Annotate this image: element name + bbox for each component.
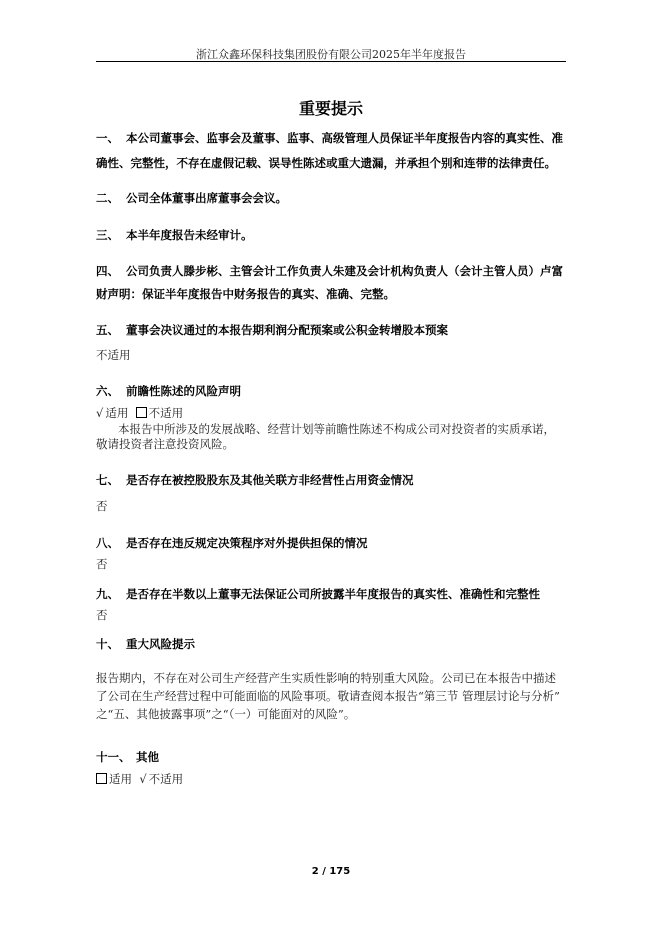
section-6-body-line2: 敬请投资者注意投资风险。 bbox=[96, 437, 234, 451]
section-5-heading: 五、 董事会决议通过的本报告期利润分配预案或公积金转增股本预案 bbox=[96, 323, 448, 337]
section-4-line2: 财声明：保证半年度报告中财务报告的真实、准确、完整。 bbox=[96, 287, 395, 301]
section-11-heading: 十一、 其他 bbox=[96, 750, 159, 764]
section-6-heading: 六、 前瞻性陈述的风险声明 bbox=[96, 384, 241, 398]
section-8-body: 否 bbox=[96, 557, 108, 571]
check-mark-icon: √ bbox=[139, 772, 147, 786]
section-7-heading: 七、 是否存在被控股股东及其他关联方非经营性占用资金情况 bbox=[96, 473, 414, 487]
section-9-body: 否 bbox=[96, 608, 108, 622]
section-6-body-line1: 本报告中所涉及的发展战略、经营计划等前瞻性陈述不构成公司对投资者的实质承诺， bbox=[118, 422, 555, 436]
section-10-body-line3: 之“五、其他披露事项”之“（一）可能面对的风险”。 bbox=[96, 707, 356, 721]
section-8-heading: 八、 是否存在违反规定决策程序对外提供担保的情况 bbox=[96, 536, 368, 550]
empty-checkbox-icon bbox=[136, 407, 147, 418]
section-11-options bbox=[96, 771, 572, 787]
section-5-body: 不适用 bbox=[96, 348, 131, 362]
option-not-applicable-label: 不适用 bbox=[148, 406, 184, 420]
option-applicable-label: 适用 bbox=[109, 772, 132, 786]
section-3: 三、 本半年度报告未经审计。 bbox=[96, 228, 253, 242]
section-4-line1: 四、 公司负责人滕步彬、主管会计工作负责人朱建及会计机构负责人（会计主管人员）卢富 bbox=[96, 264, 563, 278]
header-text: 浙江众鑫环保科技集团股份有限公司2025年半年度报告 bbox=[196, 48, 466, 61]
header-rule bbox=[96, 61, 566, 62]
section-10-body-line2: 了公司在生产经营过程中可能面临的风险事项。敬请查阅本报告“第三节 管理层讨论与分析” bbox=[96, 689, 560, 703]
empty-checkbox-icon bbox=[96, 773, 107, 784]
section-10-body-line1: 报告期内，不存在对公司生产经营产生实质性影响的特别重大风险。公司已在本报告中描述 bbox=[96, 671, 556, 685]
check-mark-icon: √ bbox=[96, 406, 104, 420]
section-9-heading: 九、 是否存在半数以上董事无法保证公司所披露半年度报告的真实性、准确性和完整性 bbox=[96, 587, 540, 601]
option-applicable-label: 适用 bbox=[105, 406, 129, 420]
section-2: 二、 公司全体董事出席董事会会议。 bbox=[96, 191, 287, 205]
section-7-body: 否 bbox=[96, 499, 108, 513]
option-not-applicable-label: 不适用 bbox=[148, 772, 184, 786]
page-number: 2 / 175 bbox=[311, 866, 351, 877]
section-1-line2: 确性、完整性，不存在虚假记载、误导性陈述或重大遗漏，并承担个别和连带的法律责任。 bbox=[96, 156, 556, 170]
page-title: 重要提示 bbox=[298, 99, 363, 118]
section-1-line1: 一、 本公司董事会、监事会及董事、监事、高级管理人员保证半年度报告内容的真实性、准 bbox=[96, 131, 563, 145]
section-10-heading: 十、 重大风险提示 bbox=[96, 637, 195, 651]
section-6-options bbox=[96, 405, 572, 421]
